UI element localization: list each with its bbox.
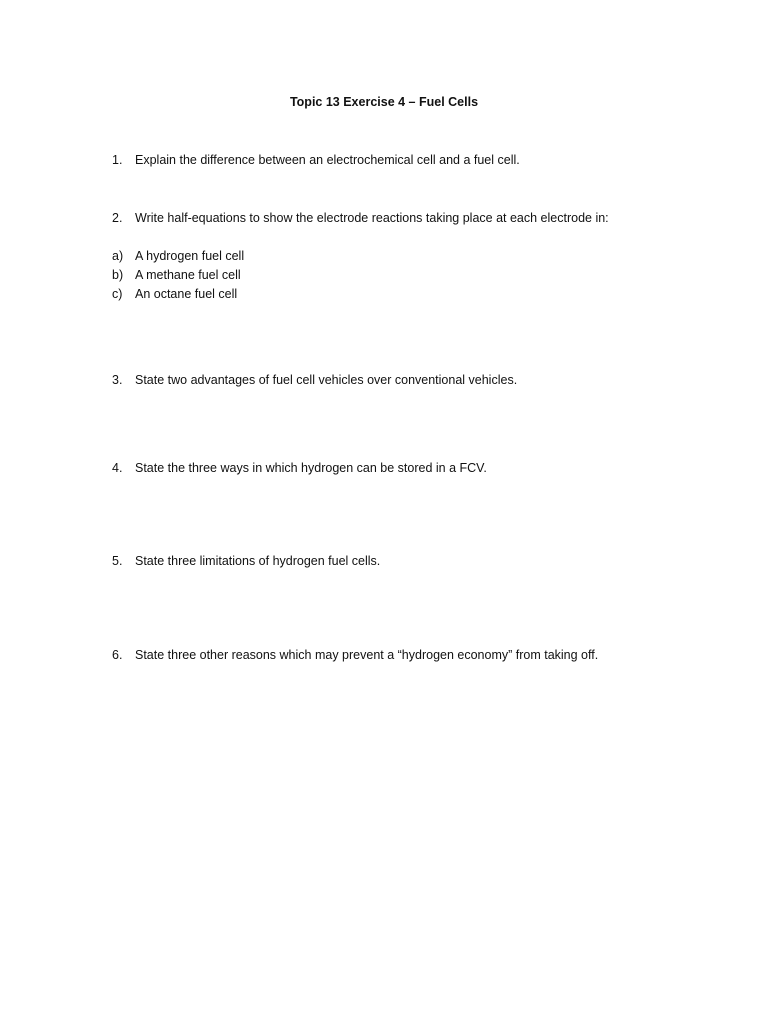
question-number: 1. bbox=[112, 153, 123, 167]
part-letter: b) bbox=[112, 268, 124, 282]
question-3 bbox=[112, 372, 517, 388]
question-number: 3. bbox=[112, 373, 123, 387]
question-4 bbox=[112, 460, 487, 476]
question-6 bbox=[112, 647, 598, 663]
document-title: Topic 13 Exercise 4 – Fuel Cells bbox=[289, 95, 479, 109]
question-number: 5. bbox=[112, 554, 123, 568]
part-letter: a) bbox=[112, 249, 124, 263]
question-text: State three limitations of hydrogen fuel cells. bbox=[135, 554, 381, 568]
question-1 bbox=[112, 152, 520, 168]
part-letter: c) bbox=[112, 287, 123, 301]
part-text: A hydrogen fuel cell bbox=[135, 249, 245, 263]
question-text: Explain the difference between an electrochemical cell and a fuel cell. bbox=[135, 153, 520, 167]
question-number: 4. bbox=[112, 461, 123, 475]
question-5 bbox=[112, 553, 380, 569]
question-text: State two advantages of fuel cell vehicles over conventional vehicles. bbox=[135, 373, 518, 387]
question-text: State three other reasons which may prevent a “hydrogen economy” from taking off. bbox=[135, 648, 599, 662]
question-2 bbox=[112, 210, 609, 226]
question-2-part-b bbox=[112, 267, 241, 283]
question-text: State the three ways in which hydrogen can be stored in a FCV. bbox=[135, 461, 487, 475]
question-2-part-c bbox=[112, 286, 237, 302]
part-text: An octane fuel cell bbox=[135, 287, 238, 301]
question-number: 2. bbox=[112, 211, 123, 225]
question-number: 6. bbox=[112, 648, 123, 662]
part-text: A methane fuel cell bbox=[135, 268, 241, 282]
question-2-part-a bbox=[112, 248, 244, 264]
question-text: Write half-equations to show the electrode reactions taking place at each electrode in: bbox=[135, 211, 609, 225]
